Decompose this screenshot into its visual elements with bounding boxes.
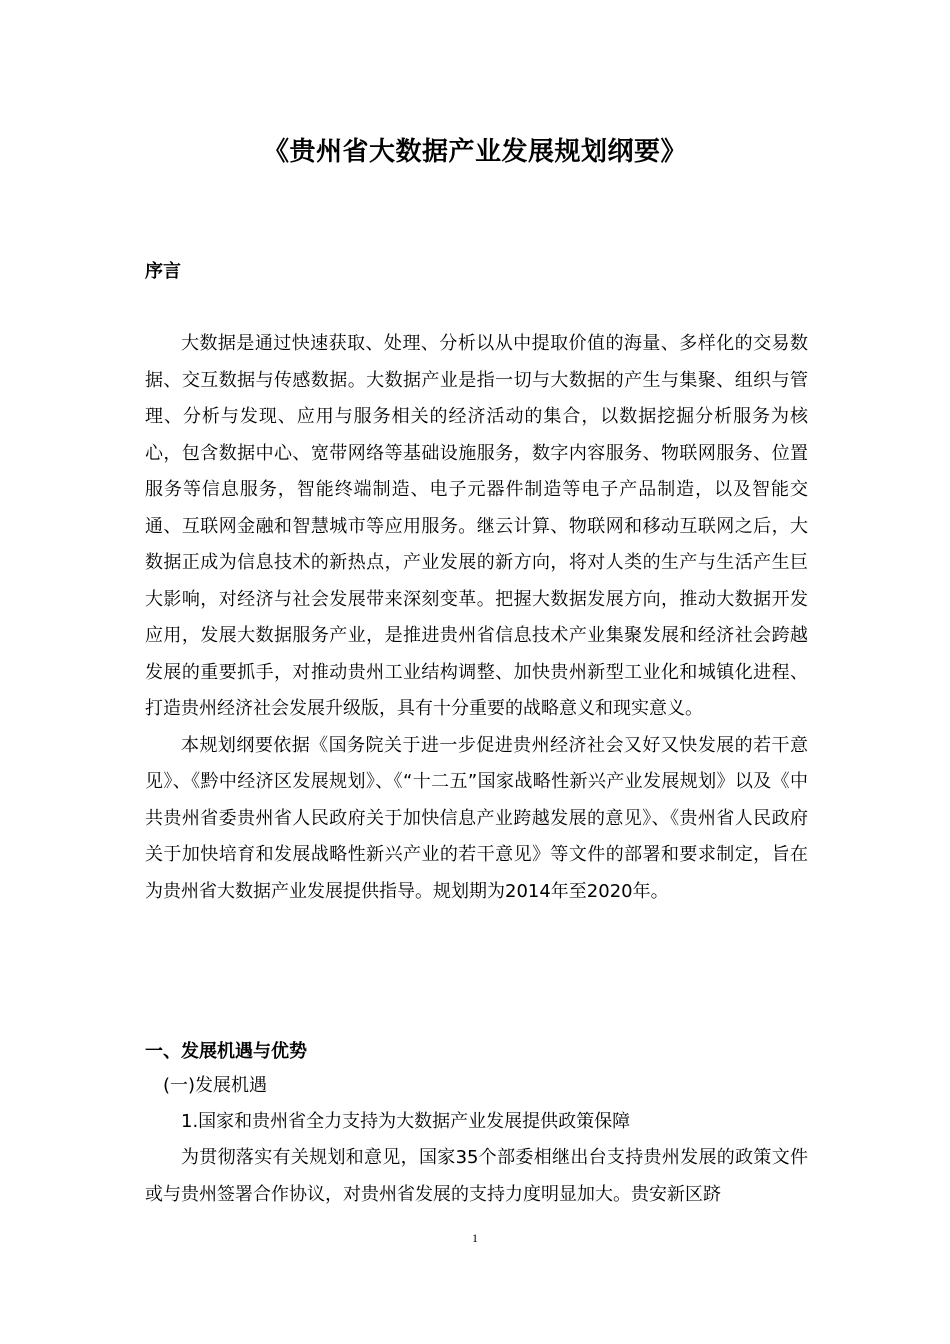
- section-1-heading: 一、发展机遇与优势: [145, 1041, 307, 1062]
- section-1-body: [145, 1140, 808, 1213]
- item-heading: 1.国家和贵州省全力支持为大数据产业发展提供政策保障: [181, 1111, 631, 1132]
- document-title: 《贵州省大数据产业发展规划纲要》: [262, 137, 687, 167]
- preface-body: [145, 326, 808, 910]
- preface-paragraph-1: 大数据是通过快速获取、处理、分析以从中提取价值的海量、多样化的交易数据、交互数据与传感数据。大数据产业是指一切与大数据的产生与集聚、组织与管理、分析与发现、应用与服务相关的经济活动的集合，以数据挖掘分析服务为核心，包含数据中心、宽带网络等基础设施服务，数字内容服务、物联网服务、位置服务等信息服务，智能终端制造、电子元器件制造等电子产品制造，以及智能交通、互联网金融和智慧城市等应用服务。继云计算、物联网和移动互联网之后，大数据正成为信息技术的新热点，产业发展的新方向，将对人类的生产与生活产生巨大影响，对经济与社会发展带来深刻变革。把握大数据发展方向，推动大数据开发应用，发展大数据服务产业，是推进贵州省信息技术产业集聚发展和经济社会跨越发展的重要抓手，对推动贵州工业结构调整、加快贵州新型工业化和城镇化进程、打造贵州经济社会发展升级版，具有十分重要的战略意义和现实意义。: [145, 333, 808, 719]
- section-1-paragraph: 为贯彻落实有关规划和意见，国家35个部委相继出台支持贵州发展的政策文件或与贵州签署合作协议，对贵州省发展的支持力度明显加大。贵安新区跻: [145, 1147, 808, 1205]
- preface-heading: 序言: [145, 261, 181, 282]
- subsection-heading: (一)发展机遇: [163, 1075, 268, 1096]
- page-number: 1: [472, 1231, 478, 1245]
- preface-paragraph-2: 本规划纲要依据《国务院关于进一步促进贵州经济社会又好又快发展的若干意见》、《黔中经济区发展规划》、《“十二五”国家战略性新兴产业发展规划》以及《中共贵州省委贵州省人民政府关于加快信息产业跨越发展的意见》、《贵州省人民政府关于加快培育和发展战略性新兴产业的若干意见》等文件的部署和要求制定，旨在为贵州省大数据产业发展提供指导。规划期为2014年至2020年。: [145, 734, 808, 902]
